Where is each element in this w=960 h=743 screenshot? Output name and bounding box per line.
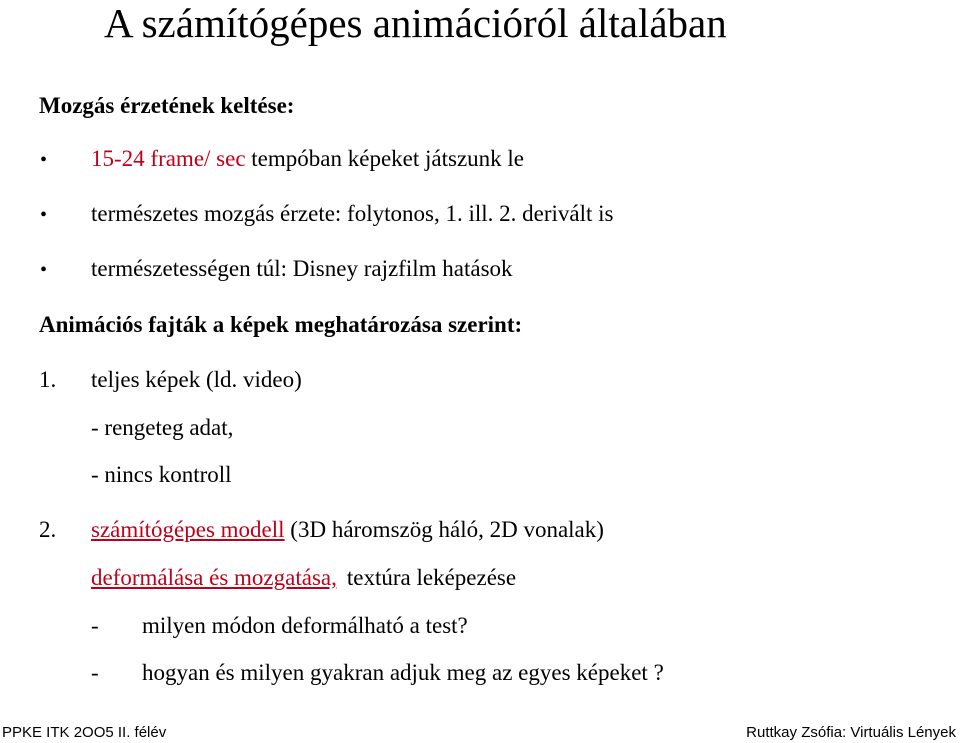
footer-course: PPKE ITK 2OO5 II. félév: [2, 724, 167, 741]
bullet-disney: természetességen túl: Disney rajzfilm hatások: [91, 256, 513, 281]
item-deformation-line: [91, 564, 516, 592]
section-heading-types: Animációs fajták a képek meghatározása szerint:: [39, 312, 523, 337]
slide-title: A számítógépes animációról általában: [104, 0, 727, 46]
sub-item-deformable: milyen módon deformálható a test?: [142, 613, 468, 638]
item-computer-model: [91, 516, 604, 544]
footer-author: Ruttkay Zsófia: Virtuális Lények: [746, 724, 956, 741]
sub-dash: -: [91, 613, 99, 638]
texture-mapping-text: textúra leképezése: [346, 565, 517, 590]
bullet-frame-rate: [91, 145, 524, 173]
item-full-frames: teljes képek (ld. video): [91, 367, 302, 392]
bullet-marker: •: [40, 204, 48, 226]
sub-dash: -: [91, 660, 99, 685]
frame-rate-rest: tempóban képeket játszunk le: [245, 146, 525, 171]
deformation-highlight: deformálása és mozgatása,: [91, 565, 337, 590]
bullet-marker: •: [40, 259, 48, 281]
computer-model-rest: (3D háromszög háló, 2D vonalak): [284, 517, 604, 542]
sub-item-lots-of-data: - rengeteg adat,: [91, 415, 234, 440]
bullet-marker: •: [40, 149, 48, 171]
frame-rate-highlight: 15-24 frame/ sec: [91, 146, 246, 171]
sub-item-no-control: - nincs kontroll: [91, 462, 232, 487]
sub-item-frequency: hogyan és milyen gyakran adjuk meg az egyes képeket ?: [142, 660, 664, 685]
section-heading-motion: Mozgás érzetének keltése:: [39, 93, 295, 118]
item-number-1: 1.: [39, 367, 57, 392]
bullet-natural-motion: természetes mozgás érzete: folytonos, 1. ill. 2. derivált is: [91, 201, 614, 226]
computer-model-highlight: számítógépes modell: [91, 517, 285, 542]
item-number-2: 2.: [39, 517, 57, 542]
